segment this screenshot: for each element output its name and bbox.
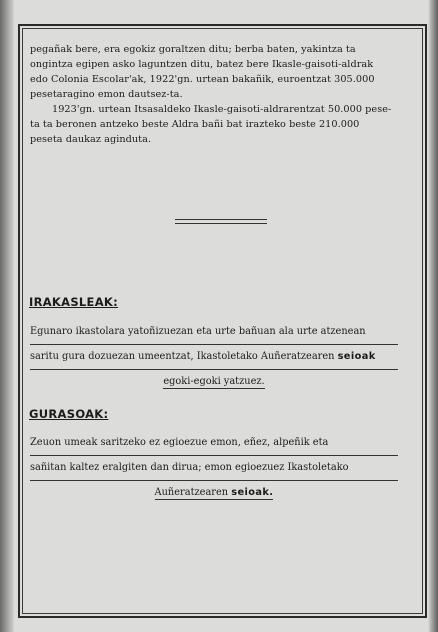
page-edge-right	[428, 0, 438, 632]
section-1-line-2-text: saritu gura dozuezan umeentzat, Ikastoletako Auñeratzearen	[30, 351, 338, 362]
section-2-line-3-text: Auñeratzearen	[154, 487, 232, 498]
heading-irakasleak: IRAKASLEAK:	[29, 295, 119, 309]
section-2-line: sañitan kaltez eralgiten dan dirua; emon egioezuez Ikastoletako	[30, 456, 398, 481]
section-gurasoak-text	[30, 431, 398, 504]
section-2-bold-word: seioak.	[231, 487, 274, 498]
section-1-line-2	[30, 345, 398, 370]
section-irakasleak-text	[30, 320, 398, 393]
page-edge-left	[0, 0, 14, 632]
section-2-line: Zeuon umeak saritzeko ez egioezue emon, eñez, alpeñik eta	[30, 431, 398, 456]
section-2-line-3-wrap	[155, 487, 274, 500]
section-1-line-3-text: egoki-egoki yatzuez.	[163, 376, 265, 387]
paragraph-2	[30, 102, 398, 147]
section-1-bold-word: seioak	[337, 351, 376, 362]
section-1-line-3	[30, 370, 398, 393]
section-2-line-3	[30, 481, 398, 504]
paragraph-2-line: peseta daukaz agindutа.	[30, 134, 152, 145]
paragraph-1-line: ongintza egipen asko laguntzen ditu, batez bere Ikasle-gaisoti-aldrak	[30, 59, 374, 70]
section-divider	[175, 219, 267, 224]
paragraph-1	[30, 42, 398, 102]
paragraph-2-line: ta ta beronen antzeko beste Aldra bañi bat irazteko beste 210.000	[30, 119, 360, 130]
paragraph-2-line: 1923'gn. urtean Itsasaldeko Ikasle-gaisoti-aldrarentzat 50.000 pese-	[52, 104, 392, 115]
paragraph-1-line: pegañak bere, era egokiz goraltzen ditu; berba baten, yakintza ta	[30, 44, 356, 55]
paragraph-1-line: pesetaragino emon dautsez-ta.	[30, 89, 183, 100]
paragraph-1-line: edo Colonia Escolar'ak, 1922'gn. urtean bakañik, euroentzat 305.000	[30, 74, 375, 85]
section-1-line: Egunaro ikastolara yatoñizuezan eta urte bañuan ala urte atzenean	[30, 320, 398, 345]
heading-gurasoak: GURASOAK:	[29, 407, 109, 421]
